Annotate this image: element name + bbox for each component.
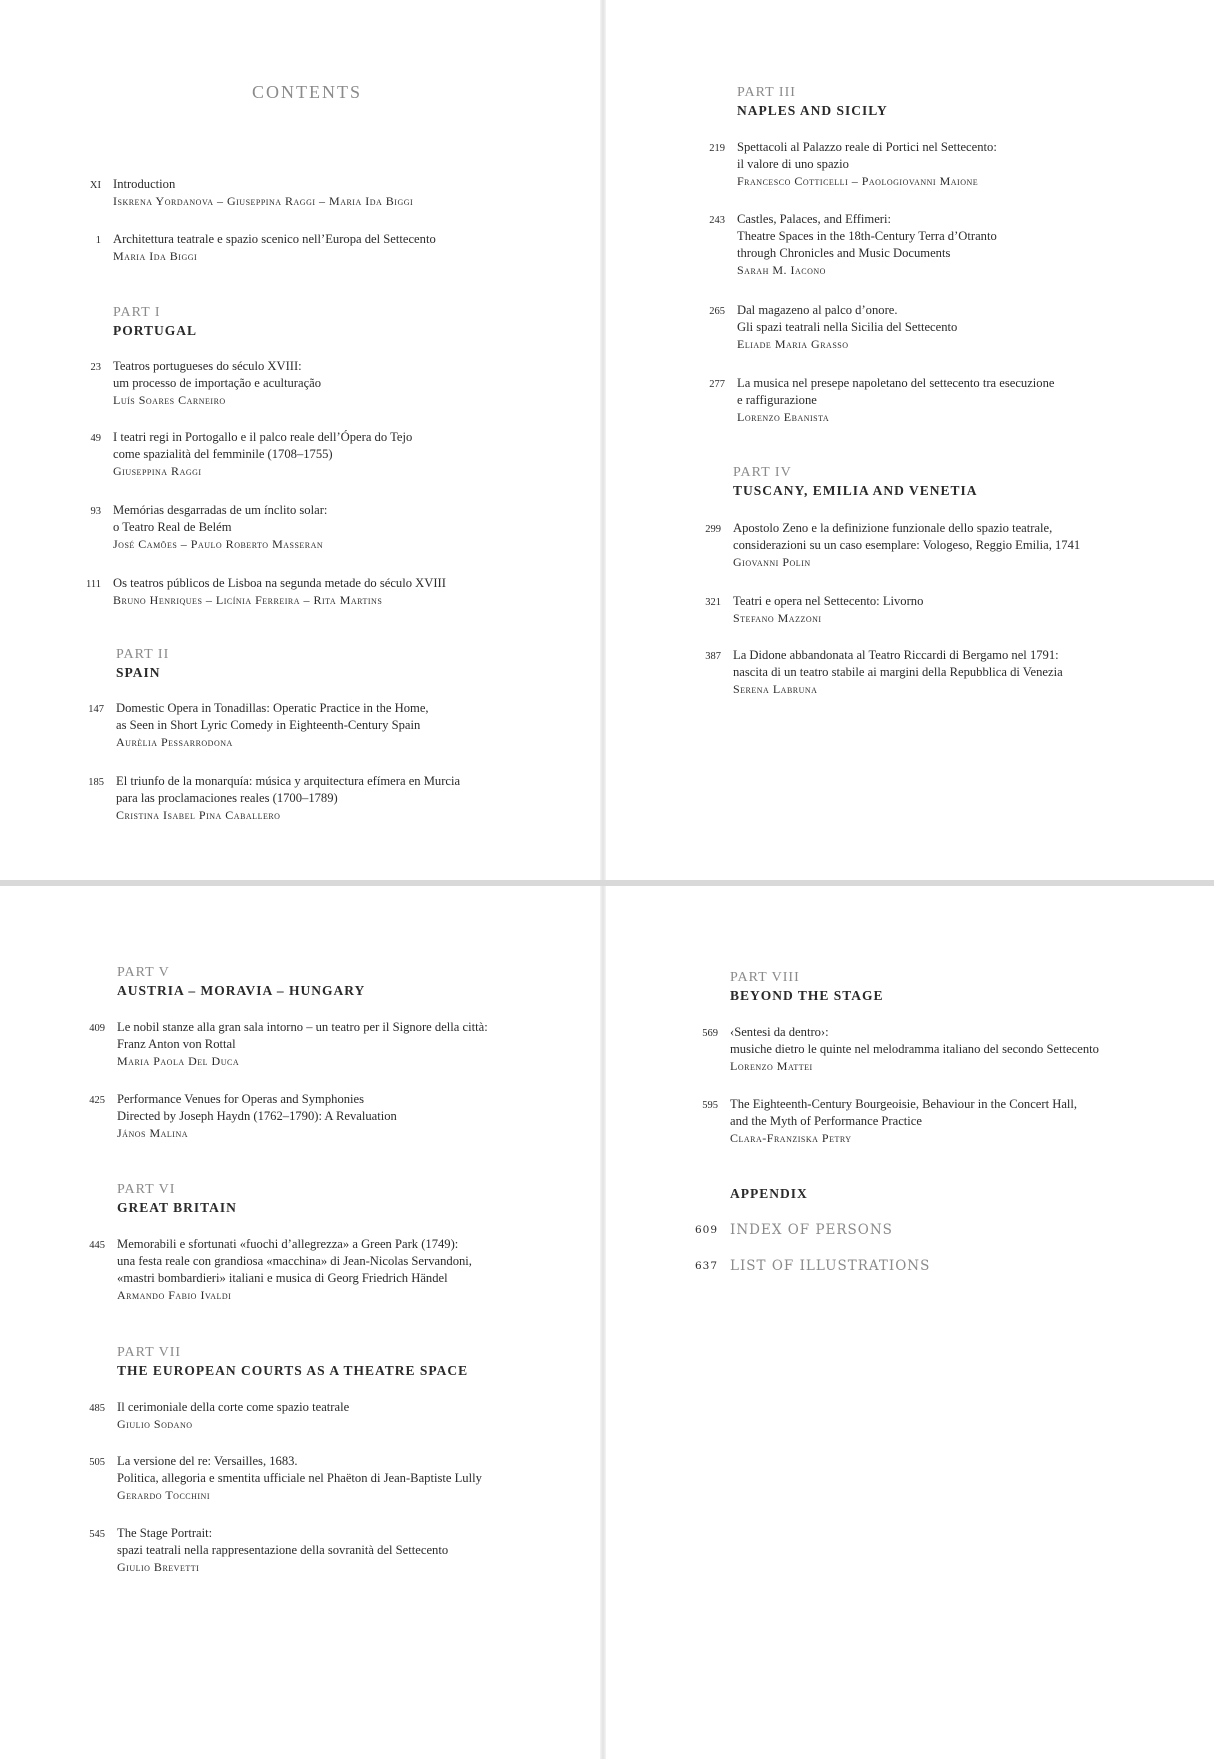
page-gutter [600,886,606,1759]
page-number: 409 [89,1023,105,1034]
part-name: TUSCANY, EMILIA AND VENETIA [733,483,978,498]
entry-title: Domestic Opera in Tonadillas: Operatic Practice in the Home, [116,701,429,715]
entry-title: Teatri e opera nel Settecento: Livorno [733,594,924,608]
page-number: 23 [90,362,101,373]
entry-title: through Chronicles and Music Documents [737,246,951,260]
entry-title: and the Myth of Performance Practice [730,1114,922,1128]
entry-title: considerazioni su un caso esemplare: Vologeso, Reggio Emilia, 1741 [733,538,1081,552]
toc-entry [702,1024,1099,1075]
entry-author: Gerardo Tocchini [117,1488,211,1502]
appendix-heading [730,1186,808,1202]
part-name: BEYOND THE STAGE [730,988,884,1003]
part-number: PART V [117,965,170,980]
entry-title: spazi teatrali nella rappresentazione della sovranità del Settecento [117,1543,449,1557]
entry-author: Iskrena Yordanova – Giuseppina Raggi – Maria Ida Biggi [113,194,414,208]
page-number: 277 [709,379,725,390]
entry-title: Os teatros públicos de Lisboa na segunda metade do século XVIII [113,576,446,590]
part-heading [117,1344,468,1380]
entry-author: Clara-Franziska Petry [730,1131,852,1145]
entry-title: El triunfo de la monarquía: música y arquitectura efímera en Murcia [116,774,461,788]
toc-entry [89,1453,482,1504]
page-number: 1 [95,235,101,246]
entry-title: ‹Sentesi da dentro›: [730,1025,829,1039]
entry-title: «mastri bombardieri» italiani e musica di Georg Friedrich Händel [117,1271,448,1285]
entry-title: Memórias desgarradas de um ínclito solar: [113,503,328,517]
appendix-label: INDEX OF PERSONS [730,1222,893,1238]
entry-title: The Eighteenth-Century Bourgeoisie, Behaviour in the Concert Hall, [730,1097,1078,1111]
entry-title: La Didone abbandonata al Teatro Riccardi di Bergamo nel 1791: [733,648,1059,662]
appendix-item [694,1258,931,1274]
part-name: NAPLES AND SICILY [737,103,888,118]
entry-author: Lorenzo Ebanista [737,410,830,424]
entry-title: Architettura teatrale e spazio scenico nell’Europa del Settecento [113,232,436,246]
page-number: 505 [89,1457,105,1468]
page-number: 185 [88,777,104,788]
page-number: 321 [705,597,721,608]
entry-author: Giuseppina Raggi [113,464,202,478]
entry-title: La versione del re: Versailles, 1683. [117,1454,298,1468]
part-name: THE EUROPEAN COURTS AS A THEATRE SPACE [117,1363,469,1378]
entry-author: José Camões – Paulo Roberto Masseran [113,537,324,551]
page-number: 243 [709,215,725,226]
toc-entry [702,1096,1078,1147]
page-number: 49 [90,433,101,444]
entry-title: Performance Venues for Operas and Symphonies [117,1092,365,1106]
page-number: 637 [694,1260,718,1272]
page-number: 609 [694,1224,718,1236]
entry-title: Spettacoli al Palazzo reale di Portici nel Settecento: [737,140,997,154]
toc-entry [90,429,413,480]
entry-title: um processo de importação e aculturação [113,376,322,390]
part-number: PART III [737,85,796,100]
entry-title: La musica nel presepe napoletano del settecento tra esecuzione [737,376,1055,390]
entry-title: Castles, Palaces, and Effimeri: [737,212,891,226]
toc-entry [95,231,436,265]
part-name: GREAT BRITAIN [117,1200,237,1215]
entry-title: I teatri regi in Portogallo e il palco reale dell’Ópera do Tejo [113,430,413,444]
entry-title: nascita di un teatro stabile ai margini della Repubblica di Venezia [733,665,1063,679]
page-number: 387 [705,651,721,662]
entry-author: Bruno Henriques – Licínia Ferreira – Rita Martins [113,593,383,607]
toc-entry [89,1236,472,1304]
part-heading [116,646,169,682]
entry-title: Le nobil stanze alla gran sala intorno – un teatro per il Signore della città: [117,1020,488,1034]
part-name: SPAIN [116,665,161,680]
page-number: 111 [86,579,101,590]
entry-author: Armando Fabio Ivaldi [117,1288,232,1302]
entry-title: as Seen in Short Lyric Comedy in Eighteenth-Century Spain [116,718,421,732]
entry-author: Cristina Isabel Pina Caballero [116,808,281,822]
entry-title: come spazialità del femminile (1708–1755) [113,447,333,461]
page-gutter [600,0,606,880]
toc-entry [709,211,997,279]
part-number: PART II [116,647,170,662]
page-number: 485 [89,1403,105,1414]
part-heading [730,969,884,1005]
page-number: 595 [702,1100,718,1111]
toc-entry [709,302,958,353]
entry-author: János Malina [117,1126,189,1140]
entry-title: Apostolo Zeno e la definizione funzionale dello spazio teatrale, [733,521,1053,535]
entry-author: Giulio Brevetti [117,1560,200,1574]
page-number: 545 [89,1529,105,1540]
entry-title: il valore di uno spazio [737,157,849,171]
page-number: 425 [89,1095,105,1106]
toc-entry [89,1525,449,1576]
entry-author: Eliade Maria Grasso [737,337,849,351]
toc-entry [89,1019,488,1070]
toc-entry [709,139,997,190]
entry-author: Stefano Mazzoni [733,611,822,625]
entry-title: Theatre Spaces in the 18th-Century Terra d’Otranto [737,229,997,243]
entry-author: Sarah M. Iacono [737,263,826,277]
toc-entry [88,773,461,824]
entry-title: Gli spazi teatrali nella Sicilia del Settecento [737,320,958,334]
entry-author: Serena Labruna [733,682,818,696]
entry-title: Dal magazeno al palco d’onore. [737,303,898,317]
entry-title: Introduction [113,177,176,191]
entry-author: Maria Ida Biggi [113,249,198,263]
entry-title: o Teatro Real de Belém [113,520,232,534]
toc-entry [705,520,1081,571]
appendix-title: APPENDIX [730,1186,808,1201]
contents-title: CONTENTS [252,82,362,102]
appendix-label: LIST OF ILLUSTRATIONS [730,1258,931,1274]
toc-entry [89,1091,397,1142]
part-number: PART VI [117,1182,176,1197]
part-heading [113,304,197,340]
page-number: 445 [89,1240,105,1251]
entry-title: para las proclamaciones reales (1700–1789) [116,791,338,805]
appendix-item [694,1222,893,1238]
toc-entry [89,176,414,210]
entry-title: Il cerimoniale della corte come spazio teatrale [117,1400,350,1414]
entry-title: musiche dietro le quinte nel melodramma italiano del secondo Settecento [730,1042,1099,1056]
entry-title: The Stage Portrait: [117,1526,213,1540]
part-heading [117,1181,237,1217]
entry-title: Franz Anton von Rottal [117,1037,236,1051]
page-number: XI [89,180,101,191]
entry-title: Teatros portugueses do século XVIII: [113,359,302,373]
entry-author: Maria Paola Del Duca [117,1054,240,1068]
entry-author: Luís Soares Carneiro [113,393,226,407]
entry-title: e raffigurazione [737,393,817,407]
entry-title: una festa reale con grandiosa «macchina» di Jean-Nicolas Servandoni, [117,1254,472,1268]
toc-entry [705,647,1063,698]
bottom-spread [0,886,1214,1759]
part-number: PART IV [733,465,792,480]
page-number: 265 [709,306,725,317]
page-number: 569 [702,1028,718,1039]
entry-author: Giulio Sodano [117,1417,193,1431]
page-number: 299 [705,524,721,535]
entry-author: Aurèlia Pessarrodona [116,735,233,749]
toc-entry [90,358,322,409]
entry-title: Memorabili e sfortunati «fuochi d’allegrezza» a Green Park (1749): [117,1237,459,1251]
part-number: PART VIII [730,970,800,985]
entry-title: Politica, allegoria e smentita ufficiale nel Phaëton di Jean-Baptiste Lully [117,1471,482,1485]
page-number: 147 [88,704,104,715]
entry-author: Francesco Cotticelli – Paologiovanni Maione [737,174,979,188]
toc-entry [89,1399,350,1433]
entry-author: Giovanni Polin [733,555,811,569]
part-name: AUSTRIA – MORAVIA – HUNGARY [117,983,366,998]
toc-entry [705,593,924,627]
part-heading [737,84,888,120]
toc-entry [709,375,1055,426]
toc-entry [88,700,429,751]
toc-entry [90,502,328,553]
entry-title: Directed by Joseph Haydn (1762–1790): A Revaluation [117,1109,397,1123]
page-number: 219 [709,143,725,154]
part-heading [733,464,978,500]
part-heading [117,964,365,1000]
part-name: PORTUGAL [113,323,198,338]
part-number: PART VII [117,1345,182,1360]
entry-author: Lorenzo Mattei [730,1059,813,1073]
toc-entry [86,575,446,609]
page-number: 93 [90,506,101,517]
part-number: PART I [113,305,161,320]
